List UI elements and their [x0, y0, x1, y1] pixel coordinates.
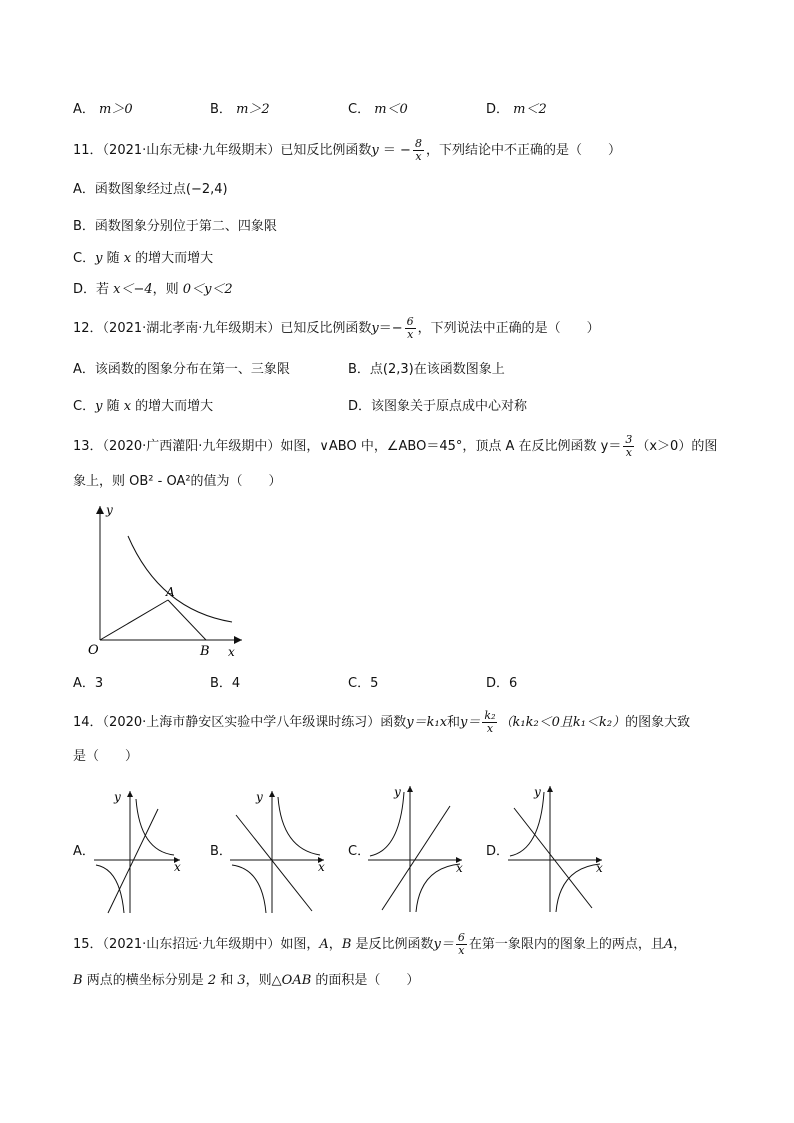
q11-option-d: D．若 x＜−4，则 0＜y＜2: [73, 282, 233, 297]
q12-option-d: D．该图象关于原点成中心对称: [348, 399, 528, 414]
svg-text:y: y: [394, 785, 401, 799]
q13-label-o: O: [88, 643, 99, 658]
q13-stem-line1: 13．（2020·广西灌阳·九年级期中）如图，∨ABO 中，∠ABO＝45°，顶点 A 在反比例函数 y＝ $\frac{3}{x}$ （x＞0）的图: [73, 433, 718, 459]
q13-segment-oa: [100, 600, 168, 640]
q13-label-b: B: [200, 644, 210, 659]
q11-fraction: $\frac{8}{x}$: [414, 137, 422, 163]
q13-option-b: B．4: [210, 676, 241, 691]
q13-y-arrow: [96, 506, 104, 514]
q10-option-c: C． m＜0: [348, 102, 408, 117]
q12-option-a: A．该函数的图象分布在第一、三象限: [73, 362, 290, 377]
q15-fraction: $\frac{6}{x}$: [457, 931, 465, 957]
q13-label-y: y: [106, 503, 113, 517]
q13-fraction: $\frac{3}{x}$: [625, 433, 633, 459]
q15-stem-line1: 15．（2021·山东招远·九年级期中）如图，A，B 是反比例函数y＝ $\frac{6}{x}$ 在第一象限内的图象上的两点，且A，: [73, 931, 687, 957]
q11-stem: 11．（2021·山东无棣·九年级期末）已知反比例函数y ＝ − $\frac{8}{x}$ ，下列结论中不正确的是（ ）: [73, 137, 621, 163]
q14-option-a-label: A．: [73, 844, 95, 859]
q12-option-c: C．y 随 x 的增大而增大: [73, 399, 214, 414]
q14-graph-a: [92, 785, 184, 915]
q12-stem: 12．（2021·湖北孝南·九年级期末）已知反比例函数y＝− $\frac{6}{x}$ ，下列说法中正确的是（ ）: [73, 315, 600, 341]
q11-option-b: B．函数图象分别位于第二、四象限: [73, 219, 277, 234]
q11-option-a: A．函数图象经过点(−2,4): [73, 182, 228, 197]
q14-stem-line1: 14．（2020·上海市静安区实验中学八年级课时练习）函数y＝k₁x和y＝ $\frac{\text{k₂}}{x}$ （k₁k₂＜0且k₁＜k₂）的图象大致: [73, 709, 691, 735]
q13-x-arrow: [234, 636, 242, 644]
q13-label-x: x: [228, 645, 235, 659]
svg-text:x: x: [174, 860, 181, 874]
q13-option-d: D．6: [486, 676, 518, 691]
svg-text:x: x: [456, 861, 463, 875]
q14-option-c-label: C．: [348, 844, 371, 859]
q13-stem-line2: 象上，则 OB² - OA²的值为（ ）: [73, 474, 282, 489]
q13-figure: [60, 500, 250, 662]
svg-text:y: y: [114, 790, 121, 804]
q14-stem-line2: 是（ ）: [73, 749, 139, 764]
q13-label-a: A: [166, 585, 175, 599]
q12-fraction: $\frac{6}{x}$: [406, 315, 414, 341]
q10-option-d: D． m＜2: [486, 102, 547, 117]
q14-option-b-label: B．: [210, 844, 232, 859]
q10-option-a: A． m＞0: [73, 102, 133, 117]
q13-curve: [128, 536, 232, 622]
svg-text:x: x: [596, 861, 603, 875]
q13-option-c: C．5: [348, 676, 379, 691]
q14-graph-c: [366, 780, 466, 915]
q14-graph-b: [228, 785, 328, 915]
q14-fraction: $\frac{\text{k₂}}{x}$: [484, 709, 496, 735]
q11-option-c: C．y 随 x 的增大而增大: [73, 251, 214, 266]
svg-text:x: x: [318, 860, 325, 874]
q12-option-b: B．点(2,3)在该函数图象上: [348, 362, 505, 377]
q14-graph-d: [506, 780, 606, 915]
q15-stem-line2: B 两点的横坐标分别是 2 和 3，则△OAB 的面积是（ ）: [73, 973, 420, 988]
svg-text:y: y: [534, 785, 541, 799]
q14-option-d-label: D．: [486, 844, 510, 859]
q10-option-b: B． m＞2: [210, 102, 270, 117]
q13-option-a: A．3: [73, 676, 104, 691]
svg-text:y: y: [256, 790, 263, 804]
